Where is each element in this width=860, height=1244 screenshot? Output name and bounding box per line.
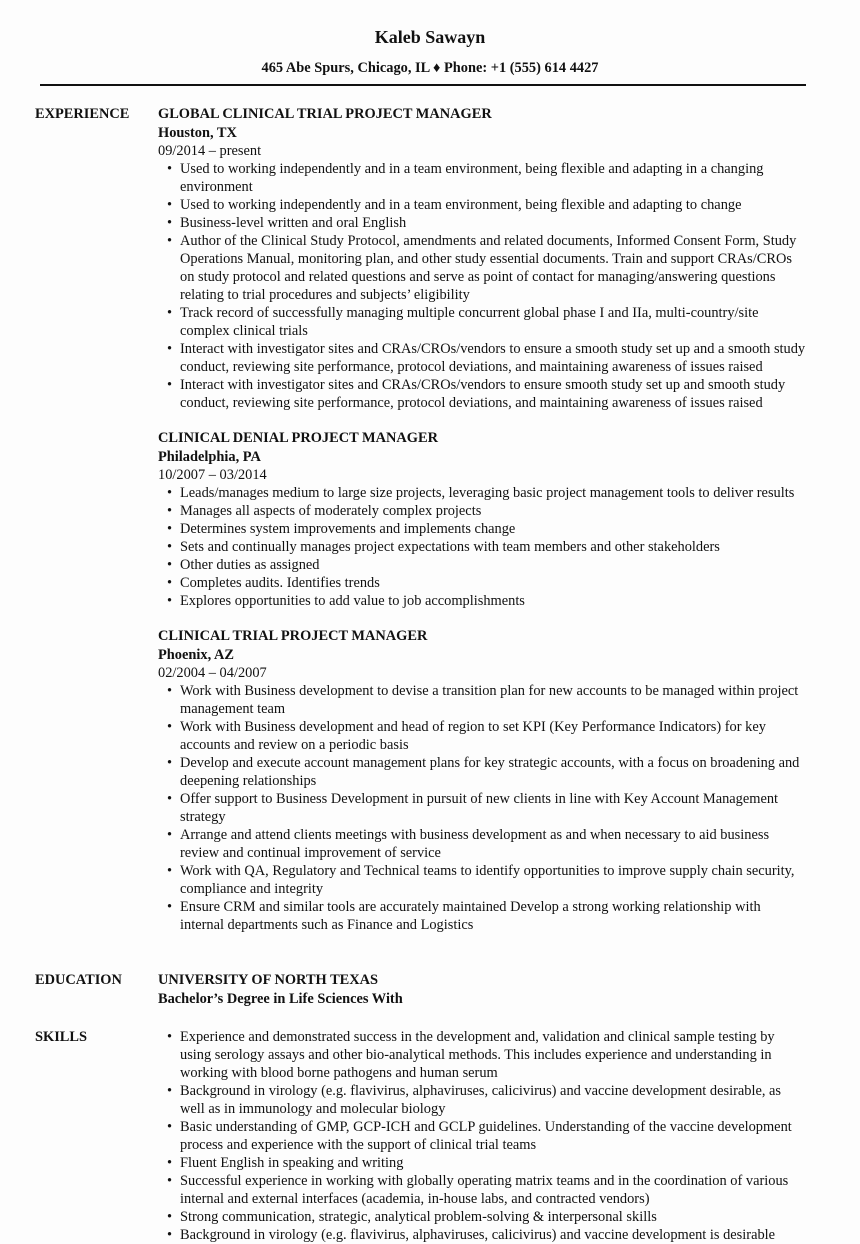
bullet-item: • Offer support to Business Development in pursuit of new clients in line with Key Account Management strategy (180, 790, 808, 826)
skills-section (35, 1028, 808, 1244)
skill-item: • Strong communication, strategic, analytical problem-solving & interpersonal skills (180, 1208, 808, 1226)
skill-item: • Background in virology (e.g. flavivirus, alphaviruses, calicivirus) and vaccine development is desirable (180, 1226, 808, 1244)
bullet-item: • Sets and continually manages project expectations with team members and other stakeholders (180, 538, 808, 556)
contact-line: 465 Abe Spurs, Chicago, IL ♦ Phone: +1 (555) 614 4427 (261, 60, 599, 76)
bullet-item: • Interact with investigator sites and CRAs/CROs/vendors to ensure a smooth study set up and a smooth study conduct, reviewing site performance, protocol deviations, and maintaining awareness of issues raised (180, 340, 808, 376)
bullet-item: • Used to working independently and in a team environment, being flexible and adapting in a changing environment (180, 160, 808, 196)
job-location: Phoenix, AZ (158, 647, 234, 663)
section-label: EDUCATION (35, 972, 122, 988)
job-bullets (158, 484, 808, 610)
job-entry (158, 627, 808, 934)
bullet-item: • Work with Business development to devise a transition plan for new accounts to be managed within project management team (180, 682, 808, 718)
header-divider (40, 84, 806, 86)
bullet-item: • Explores opportunities to add value to job accomplishments (180, 592, 808, 610)
bullet-item: • Develop and execute account management plans for key strategic accounts, with a focus on broadening and deepening relationships (180, 754, 808, 790)
jobs-list (158, 105, 808, 951)
section-label: EXPERIENCE (35, 106, 130, 122)
bullet-item: • Determines system improvements and implements change (180, 520, 808, 538)
job-dates: 10/2007 – 03/2014 (158, 467, 267, 483)
bullet-item: • Work with QA, Regulatory and Technical teams to identify opportunities to improve supply chain security, compliance and integrity (180, 862, 808, 898)
bullet-item: • Used to working independently and in a team environment, being flexible and adapting to change (180, 196, 808, 214)
job-title: GLOBAL CLINICAL TRIAL PROJECT MANAGER (158, 106, 492, 122)
bullet-item: • Interact with investigator sites and CRAs/CROs/vendors to ensure smooth study set up and smooth study conduct, reviewing site performance, protocol deviations, and maintaining awareness of issues raised (180, 376, 808, 412)
job-bullets (158, 160, 808, 412)
school-name: UNIVERSITY OF NORTH TEXAS (158, 972, 379, 988)
bullet-item: • Completes audits. Identifies trends (180, 574, 808, 592)
job-location: Philadelphia, PA (158, 449, 261, 465)
education-section (35, 971, 808, 1008)
bullet-item: • Ensure CRM and similar tools are accurately maintained Develop a strong working relationship with internal departments such as Finance and Logistics (180, 898, 808, 934)
job-dates: 09/2014 – present (158, 143, 262, 159)
job-dates: 02/2004 – 04/2007 (158, 665, 267, 681)
section-label: SKILLS (35, 1029, 87, 1045)
skill-item: • Basic understanding of GMP, GCP-ICH and GCLP guidelines. Understanding of the vaccine development process and experience with the support of clinical trial teams (180, 1118, 808, 1154)
job-entry (158, 105, 808, 412)
bullet-item: • Arrange and attend clients meetings with business development as and when necessary to aid business review and continual improvement of service (180, 826, 808, 862)
bullet-item: • Author of the Clinical Study Protocol, amendments and related documents, Informed Consent Form, Study Operations Manual, monitoring plan, and other study essential documents. Train and support CRAs/CROs on study protocol and related questions and serve as point of contact for managing/answering questions relating to trial procedures and subjects’ eligibility (180, 232, 808, 304)
candidate-name: Kaleb Sawayn (374, 27, 486, 47)
experience-section (35, 105, 808, 951)
bullet-item: • Work with Business development and head of region to set KPI (Key Performance Indicators) for key accounts and review on a periodic basis (180, 718, 808, 754)
bullet-item: • Other duties as assigned (180, 556, 808, 574)
skill-item: • Background in virology (e.g. flavivirus, alphaviruses, calicivirus) and vaccine development desirable, as well as in immunology and molecular biology (180, 1082, 808, 1118)
job-bullets (158, 682, 808, 934)
skill-item: • Fluent English in speaking and writing (180, 1154, 808, 1172)
bullet-item: • Track record of successfully managing multiple concurrent global phase I and IIa, multi-country/site complex clinical trials (180, 304, 808, 340)
job-title: CLINICAL DENIAL PROJECT MANAGER (158, 430, 438, 446)
degree: Bachelor’s Degree in Life Sciences With (158, 991, 403, 1007)
job-title: CLINICAL TRIAL PROJECT MANAGER (158, 628, 428, 644)
bullet-item: • Manages all aspects of moderately complex projects (180, 502, 808, 520)
skill-item: • Experience and demonstrated success in the development and, validation and clinical sample testing by using serology assays and other bio-analytical methods. This includes experience and understanding in working with blood borne pathogens and human serum (180, 1028, 808, 1082)
bullet-item: • Leads/manages medium to large size projects, leveraging basic project management tools to deliver results (180, 484, 808, 502)
job-entry (158, 429, 808, 610)
skills-list (158, 1028, 808, 1244)
job-location: Houston, TX (158, 125, 237, 141)
bullet-item: • Business-level written and oral English (180, 214, 808, 232)
skill-item: • Successful experience in working with globally operating matrix teams and in the coordination of various internal and external interfaces (academia, in-house labs, and contracted vendors) (180, 1172, 808, 1208)
